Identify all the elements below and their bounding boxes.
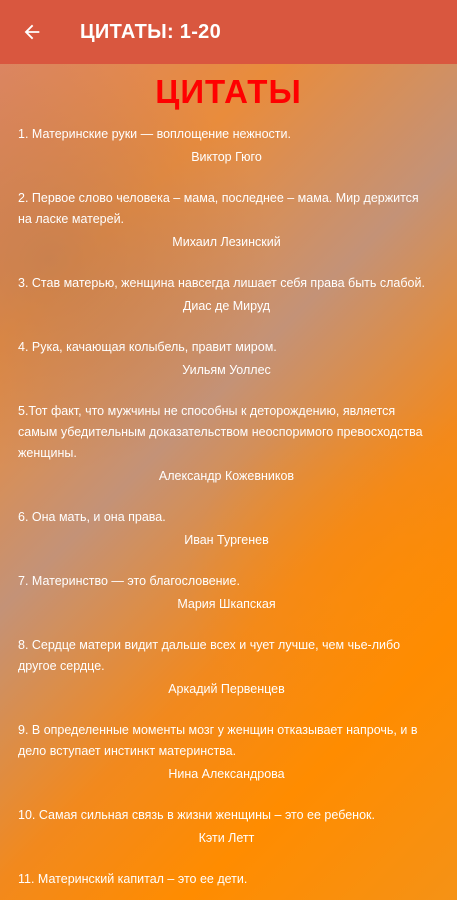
- quote-author: Аркадий Первенцев: [168, 682, 285, 696]
- content-scroll[interactable]: [0, 64, 457, 900]
- quote-item: [18, 124, 435, 168]
- back-button[interactable]: [0, 0, 64, 64]
- arrow-left-icon: [21, 21, 43, 43]
- quote-author: Александр Кожевников: [158, 469, 295, 483]
- quote-text: 6. Она мать, и она права.: [18, 510, 166, 524]
- quote-item: [18, 188, 435, 253]
- quote-item: [18, 635, 435, 700]
- quote-author: Виктор Гюго: [191, 150, 262, 164]
- quote-item: [18, 571, 435, 615]
- quote-item: [18, 869, 435, 890]
- quote-item: [18, 273, 435, 317]
- quote-text: 9. В определенные моменты мозг у женщин отказывает напрочь, и в дело вступает инстинкт материнства.: [18, 723, 418, 758]
- quote-text: 7. Материнство — это благословение.: [18, 574, 240, 588]
- app-bar: [0, 0, 457, 64]
- quote-item: [18, 337, 435, 381]
- quote-author: Иван Тургенев: [184, 533, 269, 547]
- quote-text: 11. Материнский капитал – это ее дети.: [18, 872, 248, 886]
- quote-author: Мария Шкапская: [177, 597, 276, 611]
- quote-author: Нина Александрова: [168, 767, 285, 781]
- quote-item: [18, 805, 435, 849]
- quote-item: [18, 720, 435, 785]
- quote-text: 5.Тот факт, что мужчины не способны к деторождению, является самым убедительным доказательством неоспоримого превосходства женщины.: [18, 404, 423, 460]
- app-bar-title: ЦИТАТЫ: 1-20: [80, 20, 222, 43]
- page-heading: ЦИТАТЫ: [155, 73, 302, 110]
- quote-text: 10. Самая сильная связь в жизни женщины – это ее ребенок.: [18, 808, 375, 822]
- quote-author: Кэти Летт: [198, 831, 255, 845]
- quote-author: Михаил Лезинский: [172, 235, 281, 249]
- quote-author: Диас де Мируд: [182, 299, 271, 313]
- quote-text: 4. Рука, качающая колыбель, правит миром.: [18, 340, 277, 354]
- quote-text: 8. Сердце матери видит дальше всех и чует лучше, чем чье-либо другое сердце.: [18, 638, 401, 673]
- quote-item: [18, 507, 435, 551]
- quote-text: 3. Став матерью, женщина навсегда лишает себя права быть слабой.: [18, 276, 425, 290]
- quote-text: 2. Первое слово человека – мама, последнее – мама. Мир держится на ласке матерей.: [18, 191, 419, 226]
- quote-item: [18, 401, 435, 487]
- quote-text: 1. Материнские руки — воплощение нежности.: [18, 127, 291, 141]
- quote-author: Уильям Уоллес: [182, 363, 271, 377]
- quote-list: [0, 124, 457, 890]
